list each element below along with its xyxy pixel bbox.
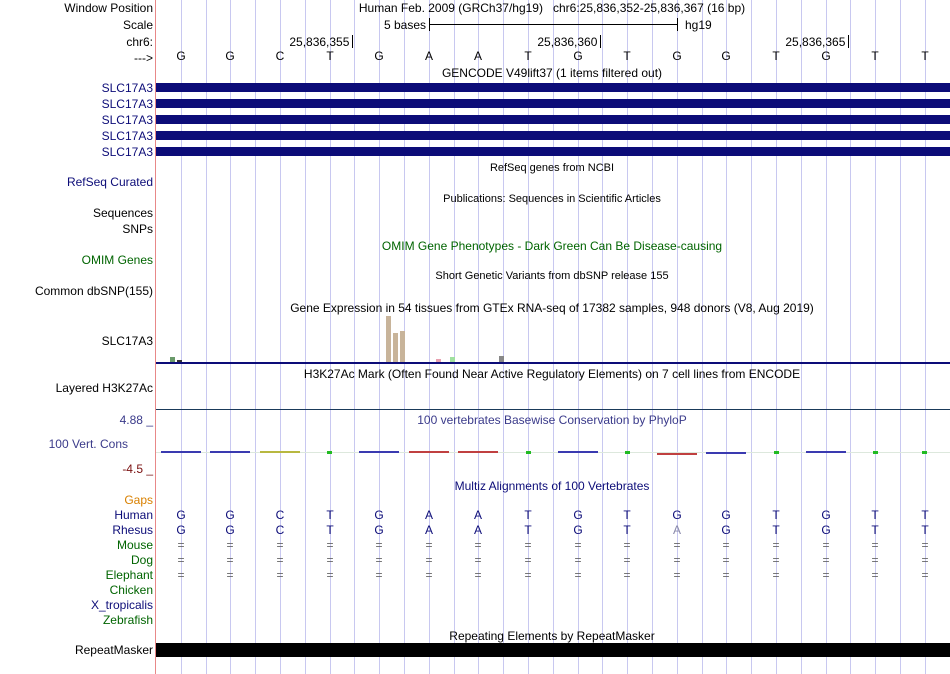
dna-base: A — [473, 49, 482, 63]
alignment-base: G — [573, 523, 583, 537]
dna-base: T — [921, 49, 929, 63]
alignment-match: = — [425, 568, 433, 582]
publications-track-title[interactable]: Publications: Sequences in Scientific Articles — [443, 193, 661, 205]
alignment-match: = — [772, 568, 780, 582]
alignment-base: G — [374, 523, 384, 537]
alignment-base: T — [524, 508, 532, 522]
alignment-base: T — [772, 508, 780, 522]
phylop-score-bar — [873, 451, 878, 454]
alignment-match: = — [574, 553, 582, 567]
repeatmasker-bar[interactable] — [156, 643, 950, 657]
alignment-base: G — [374, 508, 384, 522]
alignment-match: = — [623, 568, 631, 582]
alignment-match: = — [226, 538, 234, 552]
scale-bar-end-tick — [677, 18, 678, 31]
dna-base: G — [573, 49, 583, 63]
alignment-match: = — [326, 553, 334, 567]
alignment-match: = — [822, 568, 830, 582]
alignment-base: G — [721, 523, 731, 537]
phylop-score-bar — [409, 451, 449, 453]
alignment-match: = — [722, 568, 730, 582]
phylop-score-bar — [359, 451, 399, 453]
alignment-base: A — [424, 508, 433, 522]
alignment-match: = — [722, 553, 730, 567]
gencode-transcript-bar[interactable] — [156, 115, 950, 124]
species-label[interactable]: Dog — [130, 553, 153, 567]
species-label[interactable]: Chicken — [109, 583, 153, 597]
dna-base: T — [623, 49, 631, 63]
multiz-track-title[interactable]: Multiz Alignments of 100 Vertebrates — [454, 479, 650, 493]
species-label[interactable]: Elephant — [105, 568, 153, 582]
alignment-match: = — [772, 538, 780, 552]
alignment-base: T — [326, 508, 334, 522]
dna-base: A — [424, 49, 433, 63]
coordinate-tick — [352, 35, 353, 48]
chr-label: chr6: — [126, 35, 153, 49]
species-label[interactable]: Mouse — [116, 538, 153, 552]
gtex-bar — [393, 333, 398, 363]
gencode-item-label[interactable]: SLC17A3 — [101, 129, 153, 143]
species-label[interactable]: Rhesus — [112, 523, 153, 537]
gencode-item-label[interactable]: SLC17A3 — [101, 113, 153, 127]
omim-track-label[interactable]: OMIM Genes — [81, 253, 153, 267]
alignment-match: = — [425, 553, 433, 567]
alignment-base: C — [275, 508, 285, 522]
alignment-base: G — [176, 508, 186, 522]
alignment-match: = — [425, 538, 433, 552]
alignment-base: T — [524, 523, 532, 537]
phylop-score-bar — [706, 452, 746, 454]
alignment-match: = — [574, 538, 582, 552]
gencode-item-label[interactable]: SLC17A3 — [101, 97, 153, 111]
phylop-score-bar — [526, 451, 531, 454]
phylop-score-bar — [806, 451, 846, 453]
gencode-transcript-bar[interactable] — [156, 99, 950, 108]
dna-base: T — [326, 49, 334, 63]
alignment-match: = — [524, 553, 532, 567]
dna-base: T — [772, 49, 780, 63]
alignment-base: C — [275, 523, 285, 537]
gaps-label[interactable]: Gaps — [124, 493, 153, 507]
alignment-base: G — [225, 523, 235, 537]
alignment-base: T — [871, 508, 879, 522]
alignment-match: = — [673, 568, 681, 582]
alignment-base: A — [424, 523, 433, 537]
alignment-base: T — [772, 523, 780, 537]
publications-snps-label[interactable]: SNPs — [122, 222, 153, 236]
window-position-label: Window Position — [64, 1, 153, 15]
alignment-base: T — [326, 523, 334, 537]
dna-base: G — [176, 49, 186, 63]
dna-base: T — [871, 49, 879, 63]
species-label[interactable]: Human — [114, 508, 153, 522]
coordinate-tick-label: 25,836,355 — [289, 35, 350, 49]
repeatmasker-track-title[interactable]: Repeating Elements by RepeatMasker — [449, 629, 655, 643]
alignment-match: = — [623, 538, 631, 552]
conservation-min-label: -4.5 _ — [122, 462, 153, 476]
dna-base: G — [225, 49, 235, 63]
h3k27ac-baseline — [156, 409, 950, 410]
phylop-score-bar — [161, 451, 201, 453]
alignment-match: = — [673, 553, 681, 567]
phylop-score-bar — [657, 453, 697, 455]
alignment-base: G — [573, 508, 583, 522]
gtex-graph[interactable] — [156, 316, 536, 363]
alignment-base: G — [721, 508, 731, 522]
phylop-score-bar — [327, 451, 332, 454]
dna-base: G — [821, 49, 831, 63]
alignment-match: = — [375, 553, 383, 567]
coordinate-tick-label: 25,836,360 — [537, 35, 598, 49]
coordinate-tick — [600, 35, 601, 48]
omim-track-title[interactable]: OMIM Gene Phenotypes - Dark Green Can Be Disease-causing — [381, 239, 723, 253]
alignment-match: = — [772, 553, 780, 567]
dna-base: G — [672, 49, 682, 63]
dna-base: C — [275, 49, 285, 63]
gtex-bar — [386, 316, 391, 363]
repeatmasker-track-label[interactable]: RepeatMasker — [74, 643, 153, 657]
alignment-base: T — [921, 523, 929, 537]
alignment-match: = — [822, 538, 830, 552]
alignment-match: = — [276, 568, 284, 582]
dna-base: T — [524, 49, 532, 63]
alignment-match: = — [673, 538, 681, 552]
alignment-base: G — [821, 508, 831, 522]
strand-arrow[interactable]: ---> — [134, 51, 153, 65]
alignment-match: = — [474, 538, 482, 552]
alignment-match: = — [276, 538, 284, 552]
alignment-match: = — [276, 553, 284, 567]
species-label[interactable]: Zebrafish — [102, 613, 153, 627]
alignment-match: = — [524, 568, 532, 582]
window-position-value[interactable]: Human Feb. 2009 (GRCh37/hg19) chr6:25,836,352-25,836,367 (16 bp) — [358, 1, 746, 15]
gencode-item-label[interactable]: SLC17A3 — [101, 145, 153, 159]
phylop-score-bar — [260, 451, 300, 453]
scale-bar — [429, 24, 678, 25]
alignment-base: G — [672, 508, 682, 522]
alignment-match: = — [474, 568, 482, 582]
alignment-match: = — [177, 568, 185, 582]
alignment-match: = — [921, 553, 929, 567]
alignment-base: A — [473, 523, 482, 537]
conservation-track-label[interactable]: 100 Vert. Cons — [48, 437, 128, 451]
gencode-track-title[interactable]: GENCODE V49lift37 (1 items filtered out) — [441, 66, 663, 80]
conservation-track-title[interactable]: 100 vertebrates Basewise Conservation by PhyloP — [417, 413, 687, 427]
gtex-track-title[interactable]: Gene Expression in 54 tissues from GTEx RNA-seq of 17382 samples, 948 donors (V8, Aug 2019) — [290, 301, 814, 315]
refseq-track-label[interactable]: RefSeq Curated — [66, 175, 153, 189]
dbsnp-track-title[interactable]: Short Genetic Variants from dbSNP release 155 — [435, 270, 669, 282]
refseq-track-title[interactable]: RefSeq genes from NCBI — [489, 162, 615, 174]
gencode-transcript-bar[interactable] — [156, 147, 950, 156]
alignment-match: = — [921, 568, 929, 582]
alignment-match: = — [326, 568, 334, 582]
alignment-base: T — [921, 508, 929, 522]
dna-base: G — [374, 49, 384, 63]
alignment-match: = — [722, 538, 730, 552]
scale-label: Scale — [122, 18, 153, 32]
alignment-match: = — [871, 568, 879, 582]
alignment-base: T — [623, 508, 631, 522]
h3k27ac-track-title[interactable]: H3K27Ac Mark (Often Found Near Active Regulatory Elements) on 7 cell lines from ENCODE — [303, 367, 801, 381]
phylop-score-bar — [458, 451, 498, 453]
gencode-item-label[interactable]: SLC17A3 — [101, 81, 153, 95]
gencode-transcript-bar[interactable] — [156, 131, 950, 140]
dna-base: G — [721, 49, 731, 63]
alignment-base: A — [672, 523, 681, 537]
alignment-match: = — [226, 568, 234, 582]
phylop-score-bar — [210, 451, 250, 453]
alignment-match: = — [177, 553, 185, 567]
phylop-score-bar — [774, 451, 779, 454]
h3k27ac-track-label[interactable]: Layered H3K27Ac — [55, 381, 153, 395]
alignment-match: = — [326, 538, 334, 552]
gtex-bar — [400, 331, 405, 363]
scale-value: 5 bases — [383, 18, 426, 32]
coordinate-tick-label: 25,836,365 — [785, 35, 846, 49]
phylop-score-bar — [625, 451, 630, 454]
phylop-score-bar — [922, 451, 927, 454]
alignment-match: = — [474, 553, 482, 567]
alignment-base: A — [473, 508, 482, 522]
alignment-match: = — [871, 538, 879, 552]
gencode-transcript-bar[interactable] — [156, 83, 950, 92]
alignment-match: = — [524, 538, 532, 552]
phylop-score-bar — [558, 451, 598, 453]
scale-assembly: hg19 — [685, 18, 712, 32]
alignment-match: = — [921, 538, 929, 552]
alignment-base: T — [871, 523, 879, 537]
alignment-match: = — [822, 553, 830, 567]
species-label[interactable]: X_tropicalis — [90, 598, 153, 612]
coordinate-tick — [848, 35, 849, 48]
dbsnp-track-label[interactable]: Common dbSNP(155) — [34, 284, 153, 298]
alignment-base: T — [623, 523, 631, 537]
alignment-match: = — [375, 568, 383, 582]
alignment-base: G — [225, 508, 235, 522]
scale-bar-start-tick — [429, 18, 430, 31]
alignment-match: = — [177, 538, 185, 552]
alignment-match: = — [574, 568, 582, 582]
alignment-base: G — [176, 523, 186, 537]
alignment-match: = — [623, 553, 631, 567]
gtex-track-label[interactable]: SLC17A3 — [101, 334, 153, 348]
publications-sequences-label[interactable]: Sequences — [92, 206, 153, 220]
gtex-separator — [156, 362, 950, 364]
conservation-max-label: 4.88 _ — [119, 413, 153, 427]
alignment-match: = — [871, 553, 879, 567]
alignment-match: = — [226, 553, 234, 567]
alignment-match: = — [375, 538, 383, 552]
alignment-base: G — [821, 523, 831, 537]
